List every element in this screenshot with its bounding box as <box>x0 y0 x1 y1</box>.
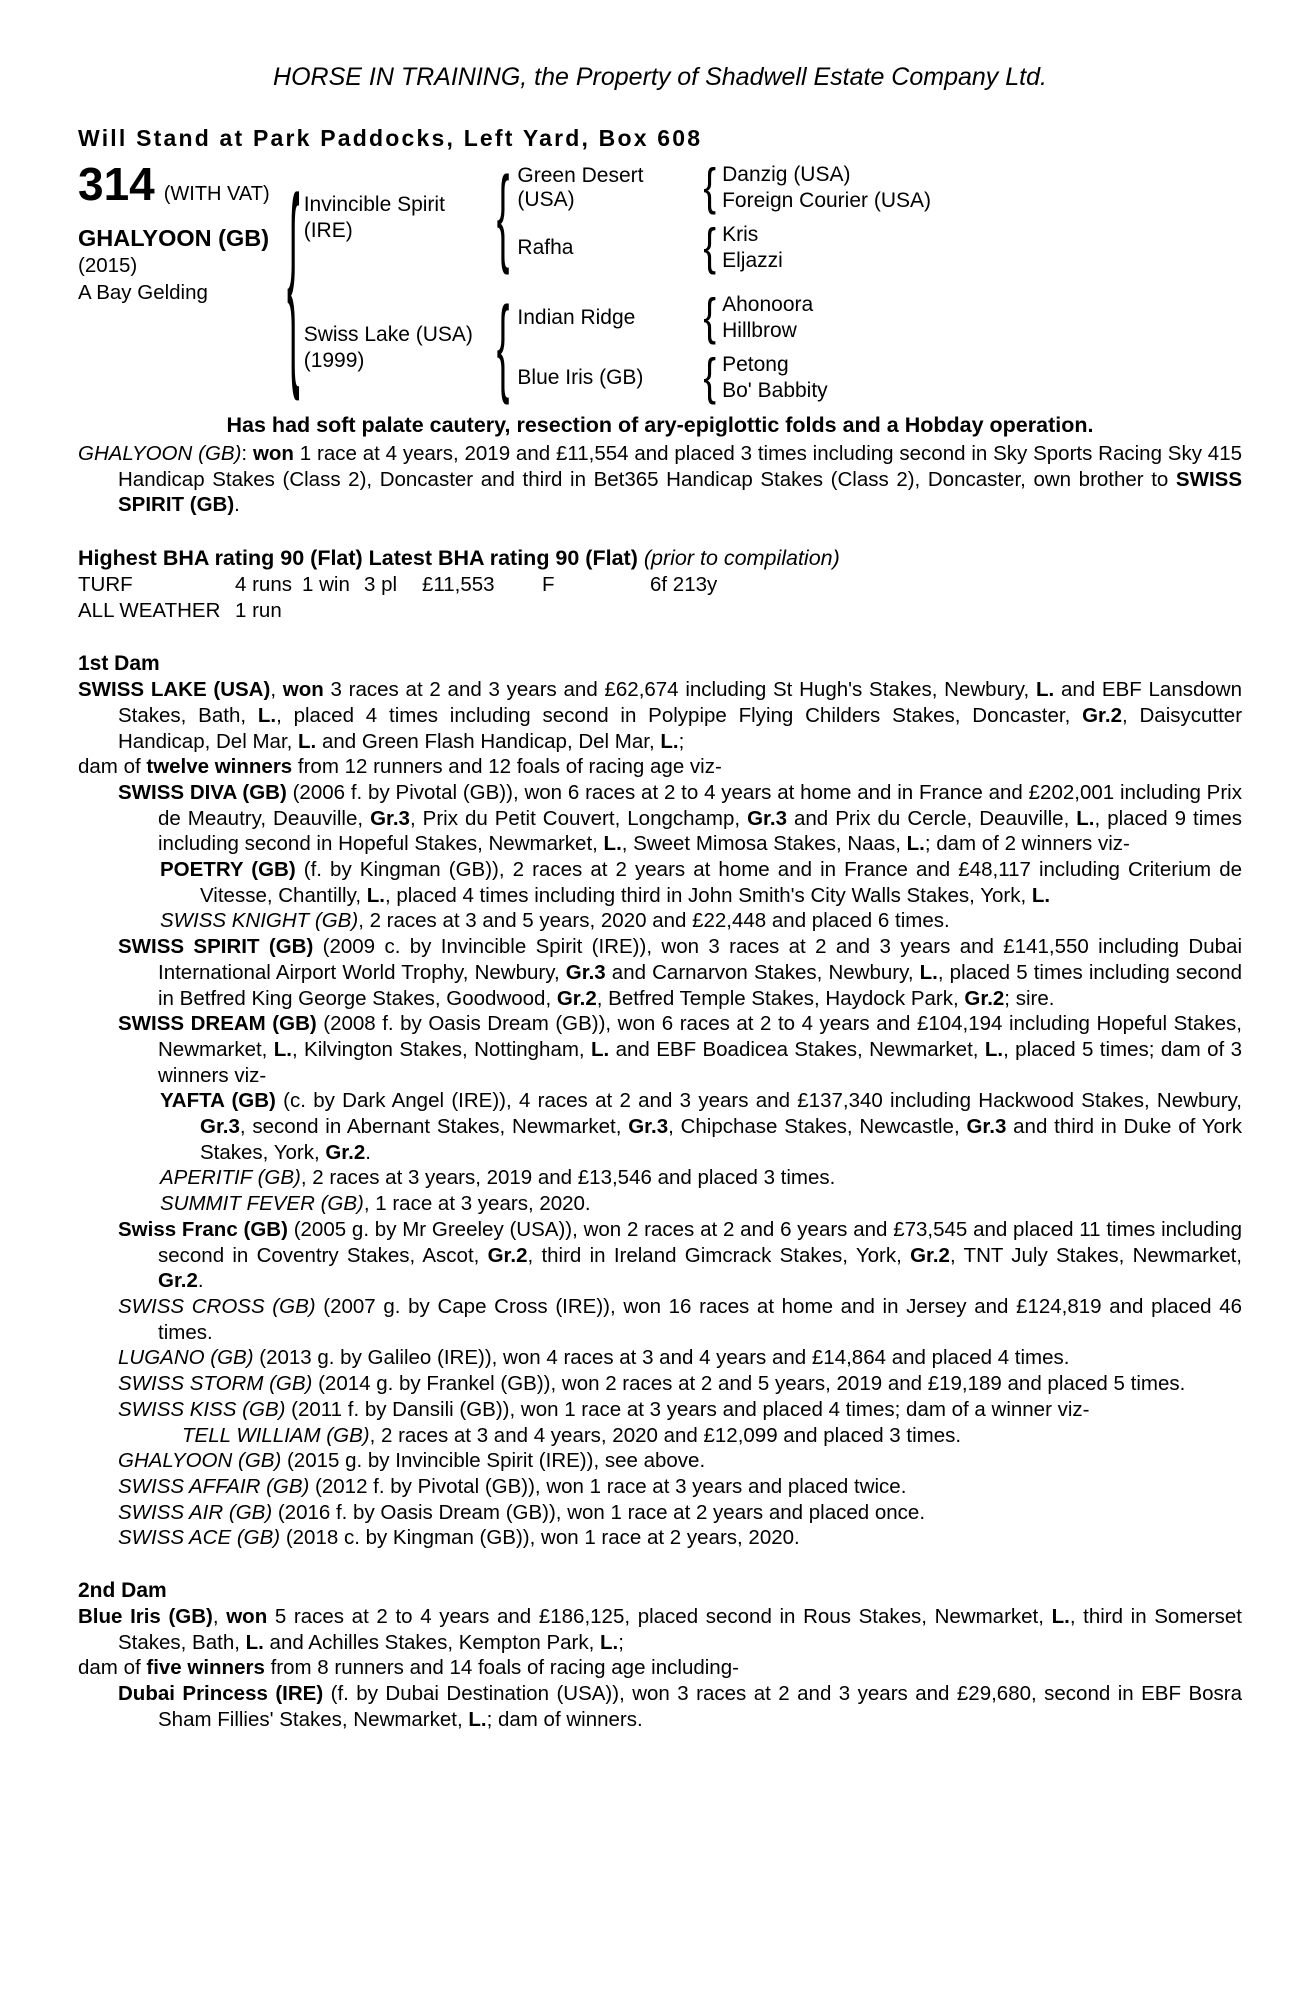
horse-name: GHALYOON (GB) <box>78 225 270 252</box>
sire-parents-column <box>509 159 932 277</box>
progeny-entry-swiss-storm: SWISS STORM (GB) (2014 g. by Frankel (GB)), won 2 races at 2 and 5 years, 2019 and £19,189 and placed 5 times. <box>118 1372 1186 1396</box>
progeny-entry-dubai-princess: Dubai Princess (IRE) (f. by Dubai Destination (USA)), won 3 races at 2 and 3 years and £29,680, second in EBF Bosra Sham Fillies' Stakes, Newmarket, L.; dam of winners. <box>118 1682 1243 1731</box>
progeny-entry-summit-fever: SUMMIT FEVER (GB), 1 race at 3 years, 2020. <box>160 1192 591 1216</box>
dam-of-line: dam of five winners from 8 runners and 14 foals of racing age including- <box>78 1656 739 1680</box>
dam-granddam-node <box>509 349 828 407</box>
lot-area <box>78 158 1242 408</box>
gen3-name: Foreign Courier (USA) <box>722 189 932 212</box>
dam-of-line: dam of twelve winners from 12 runners and 12 foals of racing age viz- <box>78 755 722 779</box>
progeny-entry-swiss-ace: SWISS ACE (GB) (2018 c. by Kingman (GB)), won 1 race at 2 years, 2020. <box>118 1526 800 1550</box>
pedigree-gen1-column <box>300 158 932 408</box>
progeny-entry-yafta: YAFTA (GB) (c. by Dark Angel (IRE)), 4 races at 2 and 3 years and £137,340 including Hackwood Stakes, Newbury, Gr.3, second in Abernant Stakes, Newmarket, Gr.3, Chipchase Stakes, Newcastle, Gr.3 and third in Duke of York Stakes, York, Gr.2. <box>160 1089 1242 1164</box>
pedigree-dam-node <box>300 288 931 408</box>
wins-value: 1 win <box>302 573 350 597</box>
page-header-title: HORSE IN TRAINING, the Property of Shadwell Estate Company Ltd. <box>273 63 1047 91</box>
horse-description: A Bay Gelding <box>78 281 208 305</box>
progeny-entry-swiss-dream: SWISS DREAM (GB) (2008 f. by Oasis Dream (GB)), won 6 races at 2 to 4 years and £104,194 including Hopeful Stakes, Newmarket, L., Kilvington Stakes, Nottingham, L. and EBF Boadicea Stakes, Newmarket, L., placed 5 times; dam of 3 winners viz- <box>118 1012 1243 1087</box>
pedigree-tree <box>287 158 932 408</box>
race-summary: GHALYOON (GB): won 1 race at 4 years, 2019 and £11,554 and placed 3 times including second in Sky Sports Racing Sky 415 Handicap Stakes (Class 2), Doncaster and third in Bet365 Handicap Stakes (Class 2), Doncaster, own brother to SWISS SPIRIT (GB). <box>78 442 1243 517</box>
progeny-entry-swiss-franc: Swiss Franc (GB) (2005 g. by Mr Greeley (USA)), won 2 races at 2 and 6 years and £73,545 and placed 11 times including second in Coventry Stakes, Ascot, Gr.2, third in Ireland Gimcrack Stakes, York, Gr.2, TNT July Stakes, Newmarket, Gr.2. <box>118 1217 1242 1293</box>
gen3-name: Hillbrow <box>722 319 797 342</box>
progeny-entry-swiss-cross: SWISS CROSS (GB) (2007 g. by Cape Cross (IRE)), won 16 races at home and in Jersey and £124,819 and placed 46 times. <box>118 1294 1242 1344</box>
progeny-entry-swiss-air: SWISS AIR (GB) (2016 f. by Oasis Dream (GB)), won 1 race at 2 years and placed once. <box>118 1500 926 1524</box>
pedigree-brace-small: { <box>703 349 717 407</box>
sire-granddam-name: Rafha <box>517 236 574 259</box>
progeny-entry-ghalyoon: GHALYOON (GB) (2015 g. by Invincible Spirit (IRE)), see above. <box>118 1449 706 1473</box>
record-row-all-weather <box>78 598 1242 624</box>
first-dam-heading: 1st Dam <box>78 652 160 676</box>
gen3-pair <box>722 222 783 274</box>
sire-name: Invincible Spirit (IRE) <box>303 193 445 242</box>
dam-granddam-name: Blue Iris (GB) <box>517 366 644 389</box>
runs-value: 4 runs <box>235 573 292 597</box>
stand-location-line: Will Stand at Park Paddocks, Left Yard, Box 608 <box>78 125 703 151</box>
earnings-value: £11,553 <box>422 573 495 597</box>
progeny-entry-swiss-affair: SWISS AFFAIR (GB) (2012 f. by Pivotal (GB)), won 1 race at 3 years and placed twice. <box>118 1474 907 1498</box>
lot-number-row <box>78 160 287 208</box>
pedigree-brace-small: { <box>703 219 717 277</box>
vet-note: Has had soft palate cautery, resection of ary-epiglottic folds and a Hobday operation. <box>226 413 1094 437</box>
gen3-name: Petong <box>722 353 789 376</box>
gen3-name: Eljazzi <box>722 249 783 272</box>
dam-record-swiss-lake: SWISS LAKE (USA), won 3 races at 2 and 3 years and £62,674 including St Hugh's Stakes, Newbury, L. and EBF Lansdown Stakes, Bath, L., placed 4 times including second in Polypipe Flying Childers Stakes, Doncaster, Gr.2, Daisycutter Handicap, Del Mar, L. and Green Flash Handicap, Del Mar, L.; <box>78 678 1243 753</box>
pedigree-sire-node <box>300 158 932 278</box>
progeny-entry-tell-william: TELL WILLIAM (GB), 2 races at 3 and 4 years, 2020 and £12,099 and placed 3 times. <box>182 1423 962 1447</box>
progeny-entry-swiss-spirit: SWISS SPIRIT (GB) (2009 c. by Invincible Spirit (IRE)), won 3 races at 2 and 3 years and £141,550 including Dubai International Airport World Trophy, Newbury, Gr.3 and Carnarvon Stakes, Newbury, L., placed 5 times including second in Betfred King George Stakes, Goodwood, Gr.2, Betfred Temple Stakes, Haydock Park, Gr.2; sire. <box>118 935 1242 1010</box>
section-gap <box>78 1551 1242 1577</box>
f-column-value: F <box>542 573 555 597</box>
gen3-pair <box>722 292 813 344</box>
sire-grandsire-node <box>509 159 932 217</box>
pedigree-brace-sire: { <box>496 158 510 278</box>
gen3-pair <box>722 352 828 404</box>
progeny-entry-swiss-diva: SWISS DIVA (GB) (2006 f. by Pivotal (GB)), won 6 races at 2 to 4 years at home and in France and £202,001 including Prix de Meautry, Deauville, Gr.3, Prix du Petit Couvert, Longchamp, Gr.3 and Prix du Cercle, Deauville, L., placed 9 times including second in Hopeful Stakes, Newmarket, L., Sweet Mimosa Stakes, Naas, L.; dam of 2 winners viz- <box>118 780 1242 856</box>
vat-note: (WITH VAT) <box>163 183 270 205</box>
dam-grandsire-node <box>509 289 827 347</box>
foaling-year: (2015) <box>78 254 138 278</box>
lot-number: 314 <box>78 158 155 210</box>
section-gap <box>78 518 1242 544</box>
dam-record-blue-iris: Blue Iris (GB), won 5 races at 2 to 4 years and £186,125, placed second in Rous Stakes, Newmarket, L., third in Somerset Stakes, Bath, L. and Achilles Stakes, Kempton Park, L.; <box>78 1605 1242 1654</box>
distance-value: 6f 213y <box>650 573 718 597</box>
dam-grandsire-name: Indian Ridge <box>517 306 636 329</box>
surface-label: ALL WEATHER <box>78 599 221 623</box>
progeny-entry-swiss-knight: SWISS KNIGHT (GB), 2 races at 3 and 5 years, 2020 and £22,448 and placed 6 times. <box>160 909 950 933</box>
dam-name: Swiss Lake (USA) <box>303 323 473 346</box>
record-row-turf <box>78 572 1242 598</box>
progeny-entry-poetry: POETRY (GB) (f. by Kingman (GB)), 2 races at 2 years at home and in France and £48,117 including Criterium de Vitesse, Chantilly, L., placed 4 times including third in John Smith's City Walls Stakes, York, L. <box>160 858 1242 907</box>
progeny-entry-aperitif: APERITIF (GB), 2 races at 3 years, 2019 and £13,546 and placed 3 times. <box>160 1166 836 1190</box>
progeny-entry-lugano: LUGANO (GB) (2013 g. by Galileo (IRE)), won 4 races at 3 and 4 years and £14,864 and placed 4 times. <box>118 1346 1070 1370</box>
gen3-name: Bo' Babbity <box>722 379 828 402</box>
sire-grandsire-name: Green Desert (USA) <box>517 164 644 211</box>
gen3-name: Ahonoora <box>722 293 814 316</box>
pedigree-brace-small: { <box>703 159 717 217</box>
pedigree-brace-outer: { <box>287 159 300 407</box>
gen3-name: Danzig (USA) <box>722 163 851 186</box>
bha-rating-heading: Highest BHA rating 90 (Flat) Latest BHA rating 90 (Flat) (prior to compilation) <box>78 546 840 571</box>
surface-label: TURF <box>78 573 133 597</box>
pedigree-brace-dam: { <box>496 288 510 408</box>
pedigree-brace-small: { <box>703 289 717 347</box>
dam-year: (1999) <box>303 349 365 372</box>
dam-parents-column <box>509 289 828 407</box>
runs-value: 1 run <box>235 599 282 623</box>
second-dam-heading: 2nd Dam <box>78 1579 167 1603</box>
gen3-pair <box>722 162 931 214</box>
lot-identity-block <box>78 160 287 306</box>
sire-granddam-node <box>509 219 931 277</box>
section-gap <box>78 624 1242 650</box>
dam-name-block <box>304 322 497 374</box>
progeny-entry-swiss-kiss: SWISS KISS (GB) (2011 f. by Dansili (GB)), won 1 race at 3 years and placed 4 times; dam of a winner viz- <box>118 1397 1090 1421</box>
places-value: 3 pl <box>364 573 398 597</box>
gen3-name: Kris <box>722 223 759 246</box>
